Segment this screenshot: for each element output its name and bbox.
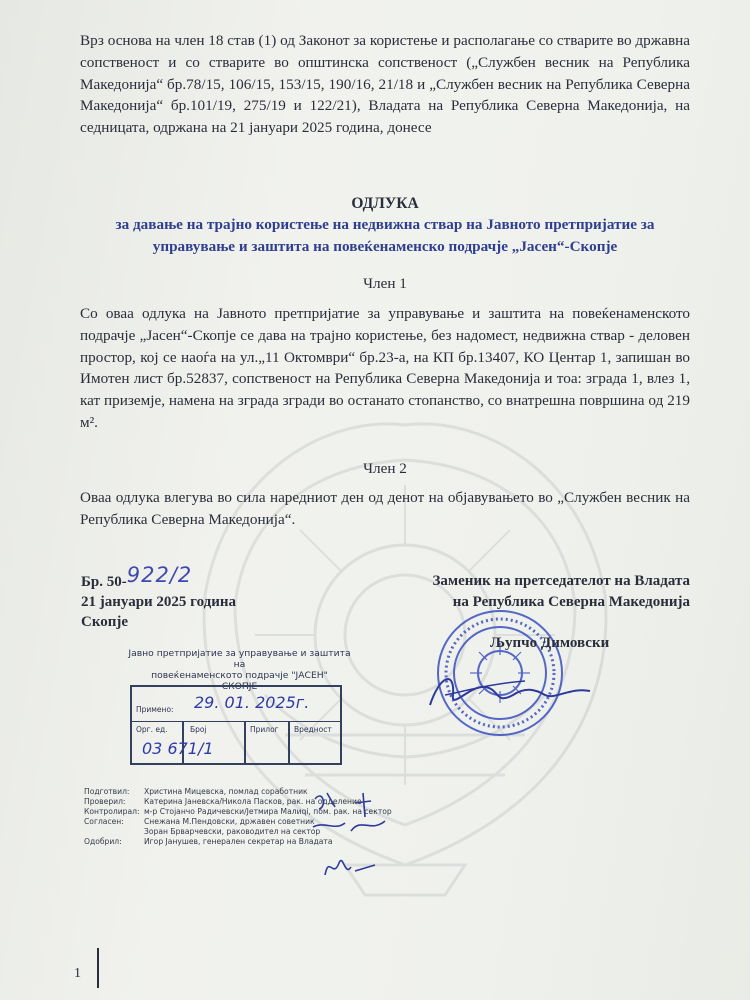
page-margin-line — [97, 948, 99, 988]
decision-date: 21 јануари 2025 година — [81, 594, 237, 610]
stamp-col-divider-3 — [288, 721, 290, 765]
prep-person: Катерина Јаневска/Никола Пасков, рак. на одделение — [144, 797, 362, 806]
stamp-divider — [132, 721, 340, 722]
signer-name: Љупчо Димовски — [490, 635, 610, 651]
stamp-number-label: Број — [190, 725, 207, 734]
stamp-received-label: Примено: — [136, 705, 174, 714]
stamp-org-line-2: повеќенаменското подрачје "ЈАСЕН" — [151, 670, 328, 681]
preamble-paragraph: Врз основа на член 18 став (1) од Законот за користење и располагање со стварите во државна сопственост и со стварите во општинска сопственост („Службен весник на Република Македонија“ бр.78/15, 106/15, 153/15, 190/16, 21/18 и „Службен весник на Република Северна Македонија“ бр.101/19, 275/19 и 122/21), Владата на Република Северна Македонија, на седницата, одржана на 21 јануари 2025 година, донесе — [80, 32, 690, 137]
prep-person: Христина Мицевска, помлад соработник — [144, 787, 308, 796]
decision-city: Скопје — [81, 614, 129, 630]
prep-role: Проверил: — [84, 797, 126, 806]
stamp-value-label: Вредност — [294, 725, 332, 734]
registry-stamp-grid — [130, 685, 342, 765]
subtitle-line-2: управување и заштита на повеќенаменско подрачје „Јасен“-Скопје — [152, 238, 618, 255]
reference-handwritten-number: 922/2 — [126, 563, 193, 587]
stamp-row-received — [132, 687, 340, 722]
registry-stamp — [127, 648, 352, 770]
stamp-org-line-1: Јавно претпријатие за управување и заштита на — [128, 648, 351, 670]
article-2-text: Оваа одлука влегува во сила наредниот ден од денот на објавувањето во „Службен весник на Република Северна Македонија“. — [80, 489, 690, 528]
stamp-org-unit-label: Орг. ед. — [136, 725, 168, 734]
prep-person: Зоран Брварчевски, раководител на сектор — [144, 827, 321, 836]
prep-role: Согласен: — [84, 817, 124, 826]
stamp-col-divider-2 — [244, 721, 246, 765]
document-subtitle — [60, 214, 710, 258]
stamp-attachment-label: Прилог — [250, 725, 279, 734]
reference-number — [81, 563, 236, 592]
signer-title-line-2: на Република Северна Македонија — [452, 594, 690, 610]
prep-person: Снежана М.Пендовски, државен советник — [144, 817, 315, 826]
reference-prefix: Бр. 50- — [81, 574, 127, 590]
initials-handwritten — [305, 787, 395, 887]
reference-block — [81, 563, 237, 632]
signer-title-line-1: Заменик на претседателот на Владата — [432, 573, 690, 589]
prep-role: Контролирал: — [84, 807, 140, 816]
signature — [425, 665, 595, 715]
stamp-received-date: 29. 01. 2025г. — [194, 693, 310, 712]
article-1-heading: Член 1 — [363, 275, 407, 292]
document-title: ОДЛУКА — [351, 195, 419, 212]
article-1-text: Со оваа одлука на Јавното претпријатие за управување и заштита на повеќенаменското подрачје „Јасен“-Скопје се дава на трајно користење, без надомест, недвижна ствар - деловен простор, кој се наоѓа на ул.„11 Октомври“ бр.23-а, на КП бр.13407, КО Центар 1, запишан во Имотен лист бр.52837, сопственост на Република Северна Македонија и тоа: зграда 1, влез 1, кат приземје, намена на зграда згради во останато стопанство, со внатрешна површина од 219 м². — [80, 305, 690, 431]
stamp-handwritten-number: 03 671/1 — [142, 739, 214, 758]
stamp-city: СКОПЈЕ — [221, 681, 258, 692]
prep-role: Подготвил: — [84, 787, 130, 796]
subtitle-line-1: за давање на трајно користење на недвижна ствар на Јавното претпријатие за — [115, 216, 655, 233]
prep-role: Одобрил: — [84, 837, 122, 846]
prep-person: Игор Јанушев, генерален секретар на Владата — [144, 837, 333, 846]
page-number: 1 — [74, 966, 81, 981]
article-2-heading: Член 2 — [363, 460, 407, 477]
prep-person: м-р Стојанчо Радичевски/Јетмира Малиqi, пом. рак. на сектор — [144, 807, 392, 816]
